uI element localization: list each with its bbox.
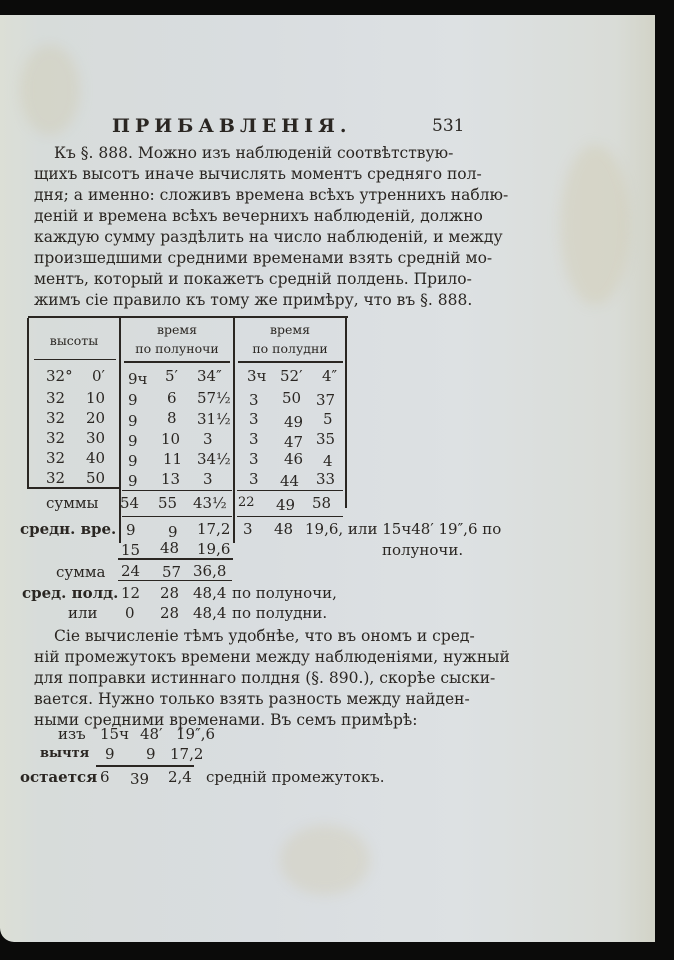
cell-alt-deg: 32: [46, 409, 66, 427]
mean-noon-h: 12: [121, 584, 141, 602]
cell-alt-deg: 32: [46, 389, 66, 407]
sum-pm-m: 49: [276, 496, 296, 514]
cell-alt-deg: 32: [46, 429, 66, 447]
cell-am-h: 9: [128, 452, 138, 470]
mean-rule: [237, 516, 343, 517]
from-s: 19″,6: [176, 725, 216, 743]
mean-noon-m: 28: [160, 584, 180, 602]
cell-pm-h: 3: [249, 430, 259, 448]
text-line: щихъ высотъ иначе вычислять моментъ средняго пол-: [34, 165, 482, 183]
mean-noon-alt-m: 28: [160, 604, 180, 622]
mean-label: средн. вре.: [20, 520, 117, 538]
text-line: дня; а именно: сложивъ времена всѣхъ утреннихъ наблю-: [34, 186, 509, 204]
mean-am-h: 9: [126, 521, 136, 539]
header-rule: [124, 361, 230, 363]
cell-pm-m: 50: [282, 389, 302, 407]
from-label: изъ: [58, 725, 86, 743]
body-bottom-rule: [27, 487, 119, 489]
cell-am-h: 9: [128, 432, 138, 450]
table-right-rule: [345, 318, 347, 508]
cell-pm-s: 33: [316, 470, 336, 488]
header-altitudes: высоты: [49, 333, 99, 348]
cell-pm-s: 35: [316, 430, 336, 448]
text-line: ментъ, который и покажетъ средній полдень. Прило-: [34, 270, 472, 288]
cell-am-m: 11: [163, 450, 183, 468]
cell-pm-h: 3: [249, 450, 259, 468]
cell-am-h: 9: [128, 472, 138, 490]
cell-am-m: 13: [161, 470, 181, 488]
paper-stain: [560, 145, 630, 305]
subtract-h: 9: [105, 745, 115, 763]
header-after-midnight: по полуночи: [135, 341, 219, 356]
text-line: Сіе вычисленіе тѣмъ удобнѣе, что въ ономъ и сред-: [54, 627, 475, 645]
text-line: ній промежутокъ времени между наблюденіями, нужный: [34, 648, 510, 666]
cell-pm-m: 49: [284, 413, 304, 431]
converted-m: 48: [160, 539, 180, 557]
cell-alt-deg: 32°: [46, 367, 73, 385]
table-left-rule: [27, 318, 29, 488]
cell-pm-h: 3: [249, 391, 259, 409]
running-head: ПРИБАВЛЕНІЯ.: [112, 115, 352, 137]
mean-noon-note: по полуночи,: [232, 584, 337, 602]
result-h: 6: [100, 768, 110, 786]
header-time-label: время: [156, 322, 198, 337]
cell-alt-deg: 32: [46, 449, 66, 467]
cell-alt-min: 20: [86, 409, 106, 427]
subtract-label: вычтя: [40, 746, 90, 761]
mean-am-m: 9: [168, 523, 178, 541]
cell-am-s: 3: [203, 430, 213, 448]
total-m: 57: [162, 563, 182, 581]
cell-alt-min: 50: [86, 469, 106, 487]
converted-s: 19,6: [197, 540, 231, 558]
sums-rule: [122, 490, 232, 491]
sums-label: суммы: [46, 494, 99, 512]
cell-pm-h: 3: [249, 410, 259, 428]
cell-alt-deg: 32: [46, 469, 66, 487]
cell-am-m: 6: [167, 389, 177, 407]
total-label: сумма: [56, 563, 106, 581]
sum-pm-h: 22: [238, 495, 255, 510]
cell-am-h: 9ч: [128, 370, 148, 388]
text-line: жимъ сіе правило къ тому же примѣру, что въ §. 888.: [34, 291, 473, 309]
mean-noon-alt-label: или: [68, 604, 98, 622]
cell-am-h: 9: [128, 412, 138, 430]
text-line: каждую сумму раздѣлить на число наблюденій, и между: [34, 228, 503, 246]
result-m: 39: [130, 770, 150, 788]
cell-pm-h: 3: [249, 470, 259, 488]
cell-pm-s: 4″: [322, 367, 338, 385]
mean-noon-alt-s: 48,4: [193, 604, 227, 622]
page-number: 531: [432, 116, 465, 136]
sum-am-h: 54: [120, 494, 140, 512]
mean-noon-label: сред. полд.: [22, 584, 119, 602]
result-label: остается: [20, 768, 98, 786]
cell-pm-s: 37: [316, 391, 336, 409]
total-h: 24: [121, 562, 141, 580]
result-s: 2,4: [168, 768, 192, 786]
cell-alt-min: 30: [86, 429, 106, 447]
header-rule: [34, 359, 116, 360]
cell-am-m: 10: [161, 430, 181, 448]
mean-am-s: 17,2: [197, 520, 231, 538]
paper-stain: [280, 825, 370, 895]
cell-alt-min: 0′: [92, 367, 105, 385]
cell-am-s: 57½: [197, 389, 231, 407]
cell-pm-s: 5: [323, 410, 333, 428]
from-m: 48′: [140, 725, 163, 743]
cell-pm-m: 44: [280, 472, 300, 490]
cell-am-m: 8: [167, 409, 177, 427]
mean-pm-s-note: 19,6, или 15ч48′ 19″,6 по: [305, 520, 502, 538]
result-note: средній промежутокъ.: [206, 768, 385, 786]
cell-alt-min: 10: [86, 389, 106, 407]
cell-am-s: 34″: [197, 367, 222, 385]
second-paragraph: [34, 626, 510, 731]
cell-alt-min: 40: [86, 449, 106, 467]
header-after-noon: по полудни: [252, 341, 328, 356]
mean-pm-m: 48: [274, 520, 294, 538]
cell-am-s: 3: [203, 470, 213, 488]
mean-noon-s: 48,4: [193, 584, 227, 602]
mean-noon-alt-h: 0: [125, 604, 135, 622]
cell-am-s: 31½: [197, 410, 231, 428]
sum-am-m: 55: [158, 494, 178, 512]
cell-am-h: 9: [128, 391, 138, 409]
sum-pm-s: 58: [312, 494, 332, 512]
cell-pm-m: 52′: [280, 367, 303, 385]
cell-am-s: 34½: [197, 450, 231, 468]
text-line: ными средними временами. Въ семъ примѣрѣ:: [34, 711, 418, 729]
text-line: для поправки истиннаго полдня (§. 890.), скорѣе сыски-: [34, 669, 496, 687]
header-time-label: время: [269, 322, 311, 337]
subtraction-rule: [96, 765, 194, 767]
subtract-s: 17,2: [170, 745, 204, 763]
mean-pm-note2: полуночи.: [382, 541, 464, 559]
subtract-m: 9: [146, 745, 156, 763]
total-s: 36,8: [193, 562, 227, 580]
mean-pm-h: 3: [243, 520, 253, 538]
cell-pm-m: 47: [284, 433, 304, 451]
mean-noon-alt-note: по полудни.: [232, 604, 328, 622]
text-line: произшедшими средними временами взять средній мо-: [34, 249, 493, 267]
text-line: вается. Нужно только взять разность между найден-: [34, 690, 470, 708]
cell-am-m: 5′: [165, 367, 178, 385]
text-line: Къ §. 888. Можно изъ наблюденій соотвѣтствую-: [54, 144, 454, 162]
sums-rule: [237, 490, 343, 491]
table-top-rule: [28, 316, 348, 318]
sum-am-s: 43½: [193, 494, 227, 512]
intro-paragraph: [34, 143, 509, 311]
mean-rule: [122, 516, 232, 517]
cell-pm-h: 3ч: [247, 367, 267, 385]
text-line: деній и времена всѣхъ вечернихъ наблюденій, должно: [34, 207, 483, 225]
converted-h: 15: [121, 541, 141, 559]
header-rule: [238, 361, 343, 363]
from-h: 15ч: [100, 725, 130, 743]
cell-pm-m: 46: [284, 450, 304, 468]
paper-stain: [20, 45, 80, 135]
cell-pm-s: 4: [323, 452, 333, 470]
